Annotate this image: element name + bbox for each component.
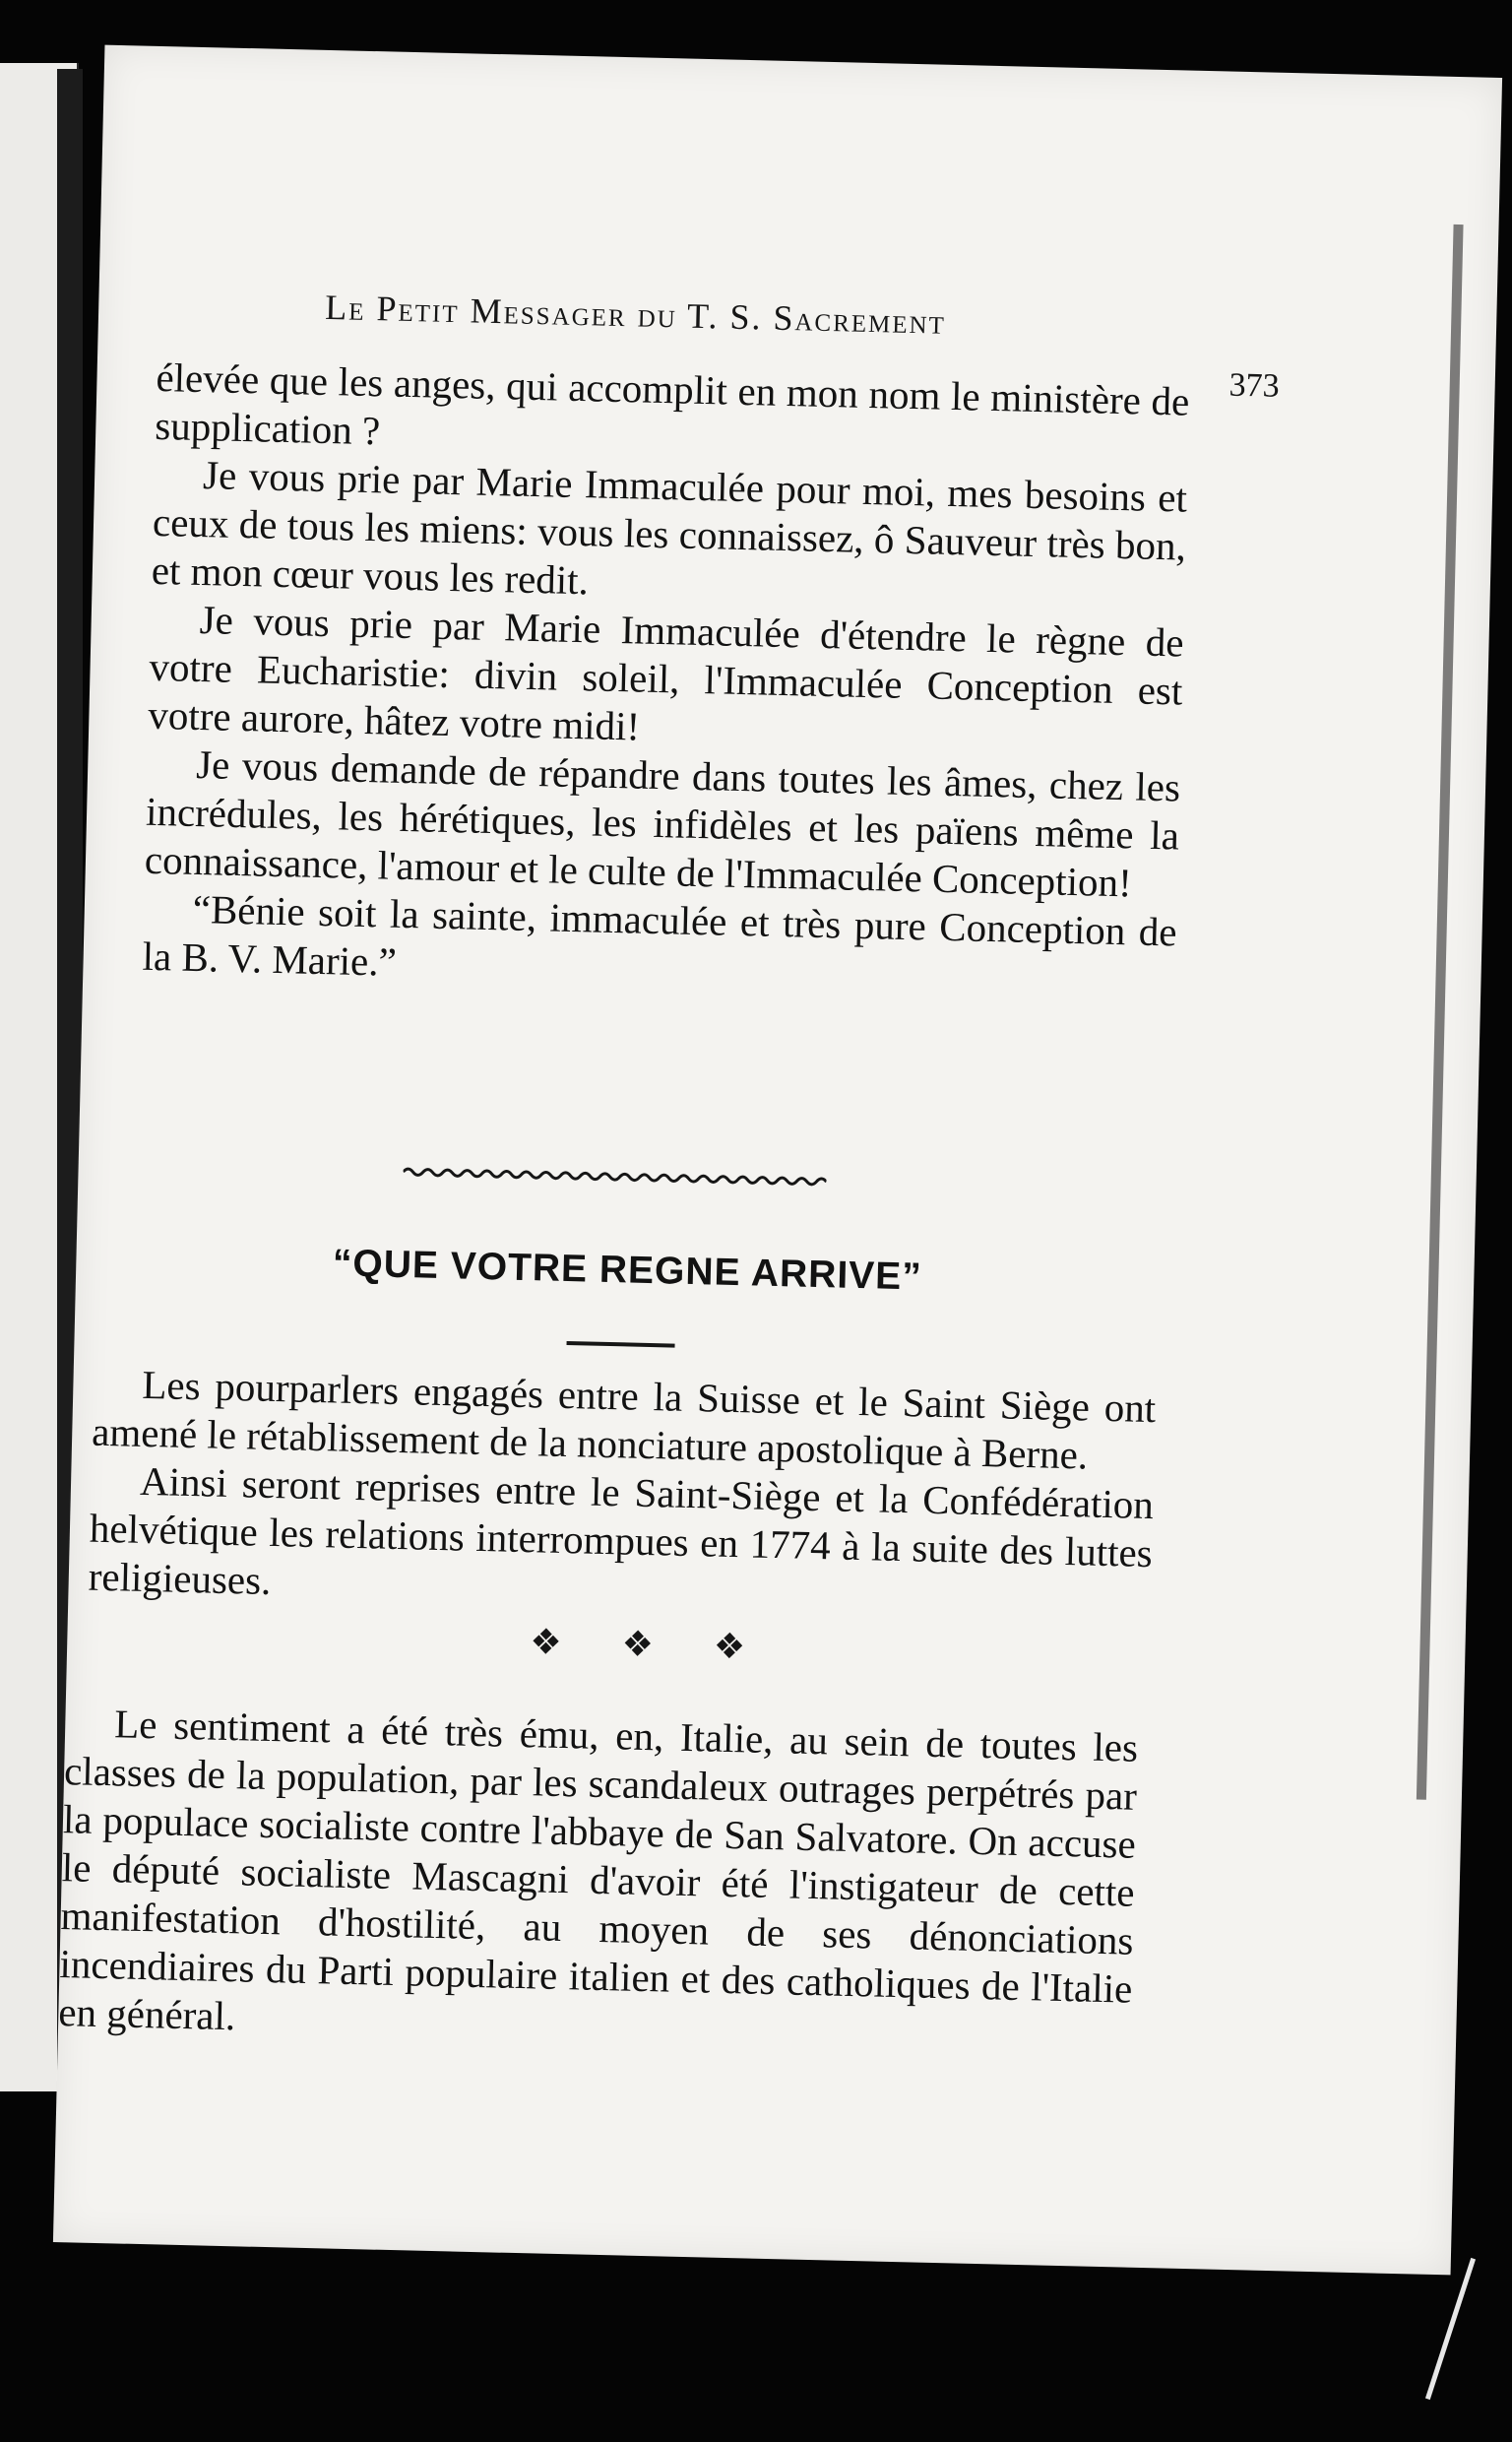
title-underline xyxy=(567,1341,675,1348)
section-2-text xyxy=(88,1360,1156,1626)
paragraph: élevée que les anges, qui accomplit en mon nom le ministère de supplication ? xyxy=(154,353,1190,454)
paragraph: Je vous demande de répandre dans toutes les âmes, chez les incrédules, les hérétiques, les infidèles et les païens même la connaissance, l'amour et le culte de l'Immaculée Conception! xyxy=(144,740,1181,906)
running-head: Le Petit Messager du T. S. Sacrement xyxy=(324,287,947,342)
paragraph: Je vous prie par Marie Immaculée pour moi, mes besoins et ceux de tous les miens: vous les connaissez, ô Sauveur très bon, et mon cœur vous les redit. xyxy=(151,452,1188,604)
section-title: “QUE VOTRE REGNE ARRIVE” xyxy=(332,1242,923,1299)
paragraph: Les pourparlers engagés entre la Suisse et le Saint Siège ont amené le rétablissement de la nonciature apostolique à Berne. xyxy=(91,1361,1157,1478)
ornament-divider: ❖ ❖ ❖ xyxy=(529,1622,772,1667)
section-1-text xyxy=(142,353,1190,1005)
scanned-page xyxy=(53,45,1502,2276)
section-3-text xyxy=(58,1699,1139,2062)
wavy-section-divider xyxy=(403,1163,826,1190)
paragraph: Je vous prie par Marie Immaculée d'étendre le règne de votre Eucharistie: divin soleil, l'Immaculée Conception est votre aurore, hâtez votre midi! xyxy=(147,597,1185,749)
page-edge-shadow xyxy=(1417,225,1464,1800)
page-number: 373 xyxy=(1228,366,1281,405)
paragraph: Ainsi seront reprises entre le Saint-Siège et la Confédération helvétique les relations interrompues en 1774 à la suite des luttes religieuses. xyxy=(88,1457,1155,1603)
paragraph: “Bénie soit la sainte, immaculée et très pure Conception de la B. V. Marie.” xyxy=(142,885,1178,985)
paragraph: Le sentiment a été très ému, en, Italie, au sein de toutes les classes de la population, par les scandaleux outrages perpétrés par la populace socialiste contre l'abbaye de San Salvatore. On accuse le député socialiste Mascagni d'avoir été l'instigateur de cette manifestation d'hostilité, au moyen de ses dénonciations incendiaires du Parti populaire italien et des catholiques de l'Italie en général. xyxy=(57,1701,1139,2039)
film-scratch xyxy=(1425,2258,1476,2400)
